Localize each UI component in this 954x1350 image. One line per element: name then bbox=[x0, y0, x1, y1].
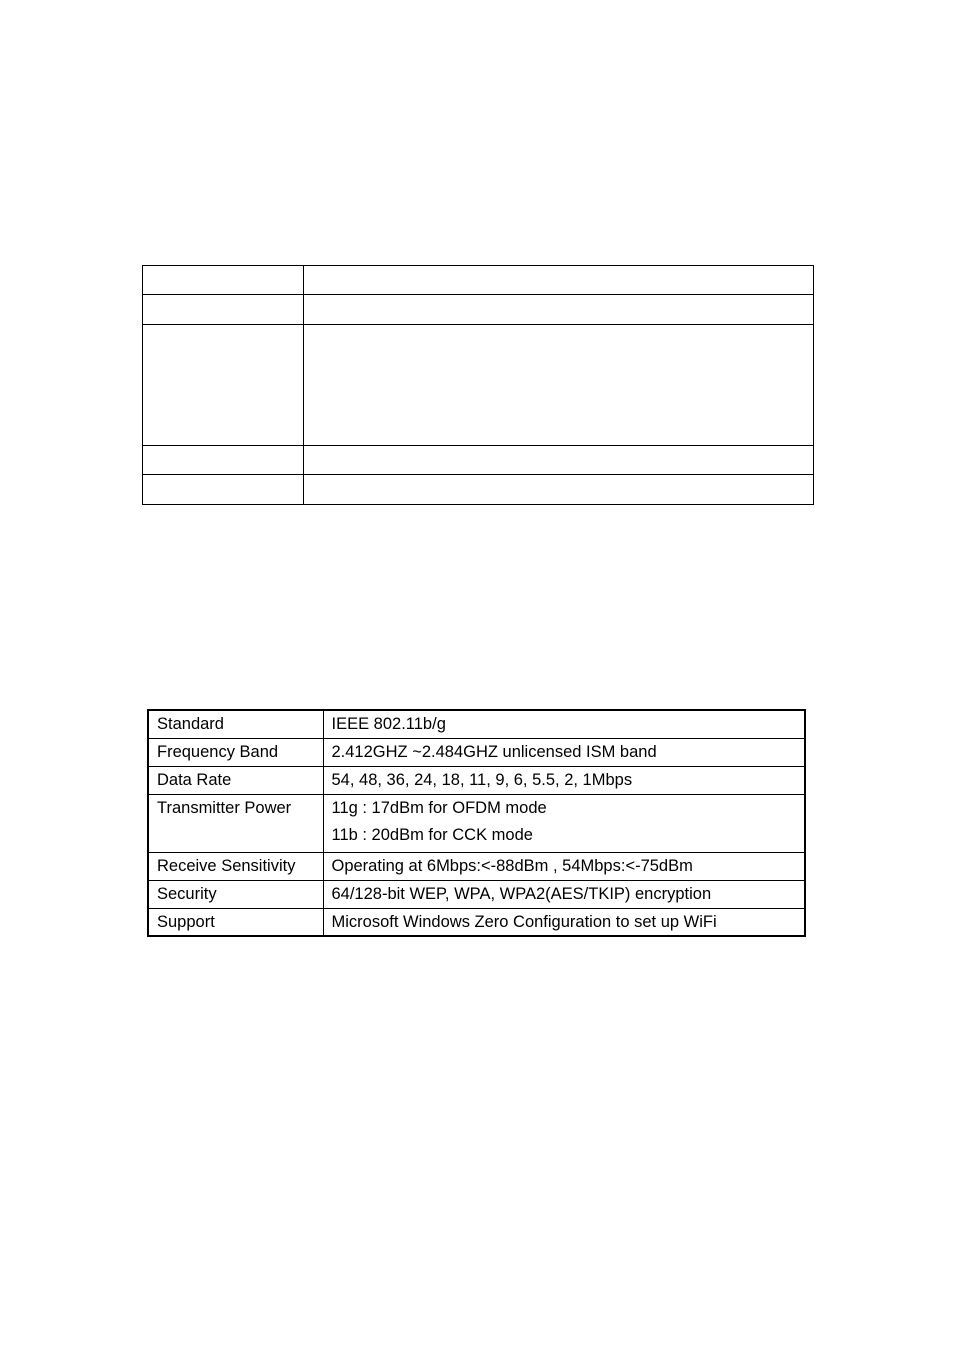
spec-value-line: 11b : 20dBm for CCK mode bbox=[331, 825, 533, 844]
empty-table-row bbox=[143, 295, 814, 325]
spec-row-transmitter-power bbox=[148, 794, 805, 852]
empty-cell bbox=[143, 446, 304, 475]
spec-label: Frequency Band bbox=[148, 738, 323, 766]
empty-cell bbox=[304, 266, 814, 295]
empty-cell bbox=[143, 325, 304, 446]
spec-value: 64/128-bit WEP, WPA, WPA2(AES/TKIP) encryption bbox=[323, 880, 805, 908]
spec-row-security bbox=[148, 880, 805, 908]
spec-label: Receive Sensitivity bbox=[148, 852, 323, 880]
spec-table bbox=[147, 709, 806, 937]
spec-label: Security bbox=[148, 880, 323, 908]
spec-label: Transmitter Power bbox=[148, 794, 323, 852]
spec-value: IEEE 802.11b/g bbox=[323, 710, 805, 738]
empty-cell bbox=[143, 475, 304, 505]
spec-row-data-rate bbox=[148, 766, 805, 794]
empty-table-row bbox=[143, 446, 814, 475]
empty-cell bbox=[304, 325, 814, 446]
spec-label: Standard bbox=[148, 710, 323, 738]
empty-table-row bbox=[143, 266, 814, 295]
empty-cell bbox=[143, 266, 304, 295]
spec-value: 54, 48, 36, 24, 18, 11, 9, 6, 5.5, 2, 1Mbps bbox=[323, 766, 805, 794]
spec-value: Operating at 6Mbps:<-88dBm , 54Mbps:<-75dBm bbox=[323, 852, 805, 880]
spec-value-line: 11g : 17dBm for OFDM mode bbox=[331, 798, 547, 817]
spec-row-receive-sensitivity bbox=[148, 852, 805, 880]
empty-table-row bbox=[143, 475, 814, 505]
empty-cell bbox=[304, 475, 814, 505]
spec-value bbox=[323, 794, 805, 852]
spec-row-standard bbox=[148, 710, 805, 738]
empty-table bbox=[142, 265, 814, 505]
spec-value: 2.412GHZ ~2.484GHZ unlicensed ISM band bbox=[323, 738, 805, 766]
empty-cell bbox=[304, 295, 814, 325]
spec-row-frequency-band bbox=[148, 738, 805, 766]
spec-row-support bbox=[148, 908, 805, 936]
spec-label: Data Rate bbox=[148, 766, 323, 794]
spec-label: Support bbox=[148, 908, 323, 936]
spec-value: Microsoft Windows Zero Configuration to set up WiFi bbox=[323, 908, 805, 936]
empty-table-row bbox=[143, 325, 814, 446]
empty-cell bbox=[143, 295, 304, 325]
empty-cell bbox=[304, 446, 814, 475]
